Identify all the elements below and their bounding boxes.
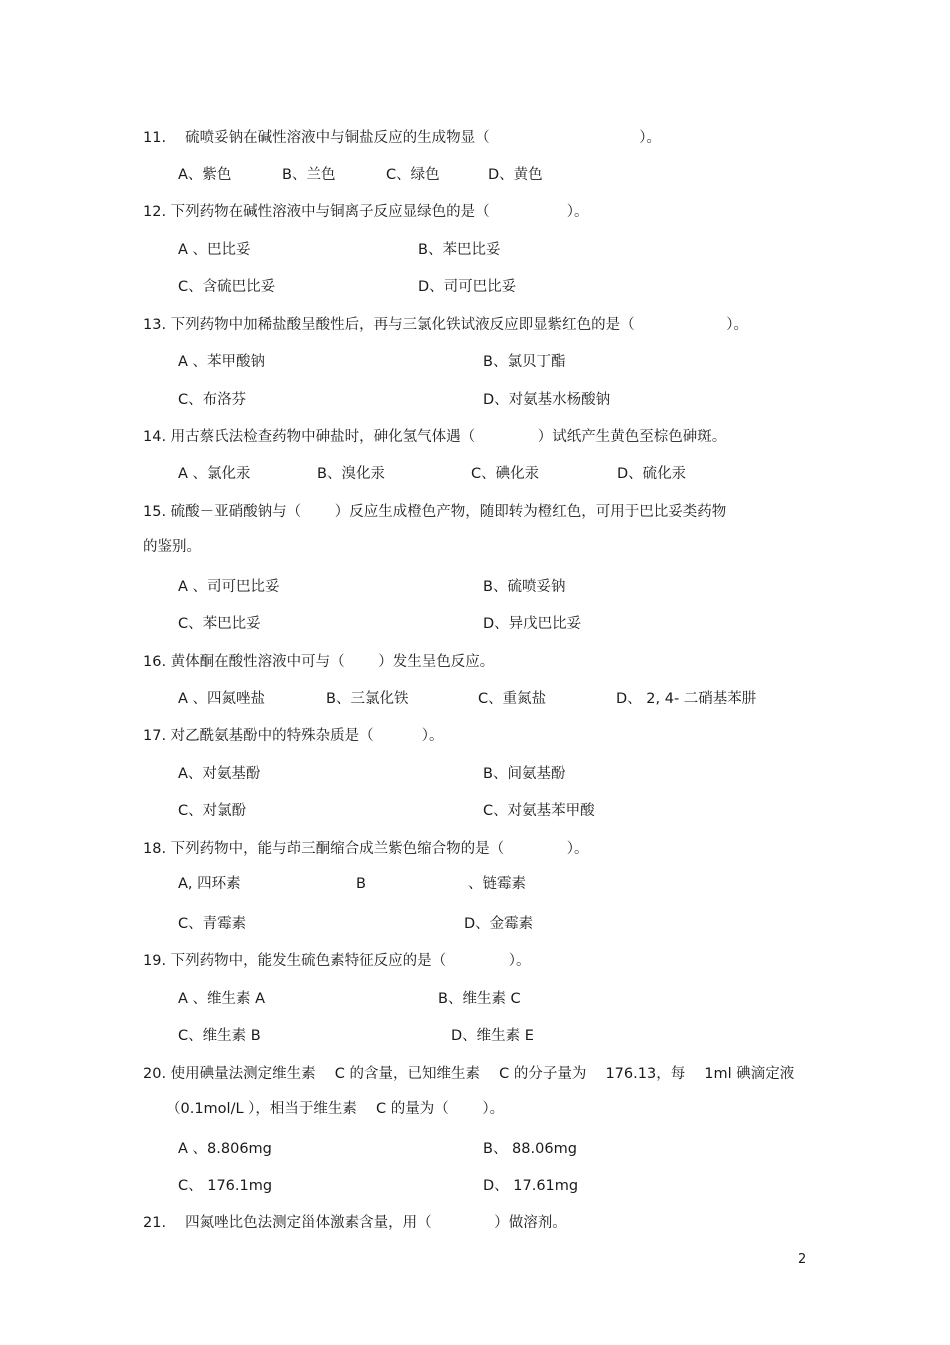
q20-option-c: C、 176.1mg — [178, 1178, 273, 1194]
q13-option-d: D、对氨基水杨酸钠 — [483, 392, 611, 408]
q18-option-a: A, 四环素 — [178, 876, 241, 892]
q20-option-a: A 、8.806mg — [178, 1141, 272, 1157]
q17-option-a: A、对氨基酚 — [178, 766, 261, 782]
question-14-stem: 14. 用古蔡氏法检查药物中砷盐时，砷化氢气体遇（ ）试纸产生黄色至棕色砷斑。 — [143, 429, 727, 445]
q12-option-c: C、含硫巴比妥 — [178, 279, 276, 295]
q19-option-c: C、维生素 B — [178, 1028, 261, 1044]
question-20-stem-cont: （0.1mol/L ），相当于维生素 C 的量为（ ）。 — [166, 1101, 505, 1117]
q19-option-b: B、维生素 C — [438, 991, 521, 1007]
q16-option-b: B、三氯化铁 — [326, 691, 409, 707]
question-17-stem: 17. 对乙酰氨基酚中的特殊杂质是（ ）。 — [143, 728, 444, 744]
q18-option-d: D、金霉素 — [464, 916, 534, 932]
q19-option-d: D、维生素 E — [451, 1028, 534, 1044]
question-20-stem: 20. 使用碘量法测定维生素 C 的含量，已知维生素 C 的分子量为 176.13，每 1ml 碘滴定液 — [143, 1066, 795, 1082]
question-21-stem: 21. 四氮唑比色法测定甾体激素含量，用（ ）做溶剂。 — [143, 1215, 567, 1231]
q20-option-b: B、 88.06mg — [483, 1141, 577, 1157]
q19-option-a: A 、维生素 A — [178, 991, 266, 1007]
q18-option-b-text: 、链霉素 — [468, 876, 526, 892]
q18-option-b: B — [356, 876, 366, 892]
q12-option-a: A 、巴比妥 — [178, 242, 251, 258]
q16-option-c: C、重氮盐 — [478, 691, 547, 707]
q17-option-b: B、间氨基酚 — [483, 766, 566, 782]
question-16-stem: 16. 黄体酮在酸性溶液中可与（ ）发生呈色反应。 — [143, 654, 495, 670]
q13-option-c: C、布洛芬 — [178, 392, 247, 408]
q11-option-d: D、黄色 — [488, 167, 543, 183]
q11-option-c: C、绿色 — [386, 167, 440, 183]
q11-option-a: A、紫色 — [178, 167, 232, 183]
q12-option-b: B、苯巴比妥 — [418, 242, 501, 258]
q15-option-c: C、苯巴比妥 — [178, 616, 261, 632]
question-12-stem: 12. 下列药物在碱性溶液中与铜离子反应显绿色的是（ ）。 — [143, 204, 589, 220]
q17-option-d: C、对氨基苯甲酸 — [483, 803, 595, 819]
question-13-stem: 13. 下列药物中加稀盐酸呈酸性后，再与三氯化铁试液反应即显紫红色的是（ ）。 — [143, 317, 749, 333]
q12-option-d: D、司可巴比妥 — [418, 279, 517, 295]
question-15-stem-cont: 的鉴别。 — [143, 539, 201, 555]
q18-option-c: C、青霉素 — [178, 916, 247, 932]
q14-option-c: C、碘化汞 — [471, 466, 540, 482]
q16-option-a: A 、四氮唑盐 — [178, 691, 266, 707]
question-19-stem: 19. 下列药物中，能发生硫色素特征反应的是（ ）。 — [143, 953, 531, 969]
q16-option-d: D、 2, 4- 二硝基苯肼 — [616, 691, 757, 707]
q13-option-b: B、氯贝丁酯 — [483, 354, 566, 370]
q20-option-d: D、 17.61mg — [483, 1178, 579, 1194]
question-18-stem: 18. 下列药物中，能与茚三酮缩合成兰紫色缩合物的是（ ）。 — [143, 841, 589, 857]
q17-option-c: C、对氯酚 — [178, 803, 247, 819]
q15-option-b: B、硫喷妥钠 — [483, 579, 566, 595]
q14-option-b: B、溴化汞 — [317, 466, 385, 482]
q13-option-a: A 、苯甲酸钠 — [178, 354, 266, 370]
q14-option-d: D、硫化汞 — [617, 466, 687, 482]
q11-option-b: B、兰色 — [282, 167, 336, 183]
q15-option-a: A 、司可巴比妥 — [178, 579, 280, 595]
question-11-stem: 11. 硫喷妥钠在碱性溶液中与铜盐反应的生成物显（ ）。 — [143, 130, 662, 146]
q14-option-a: A 、氯化汞 — [178, 466, 251, 482]
question-15-stem: 15. 硫酸－亚硝酸钠与（ ）反应生成橙色产物，随即转为橙红色，可用于巴比妥类药物 — [143, 504, 727, 520]
page-number: 2 — [798, 1252, 807, 1267]
q15-option-d: D、异戊巴比妥 — [483, 616, 582, 632]
